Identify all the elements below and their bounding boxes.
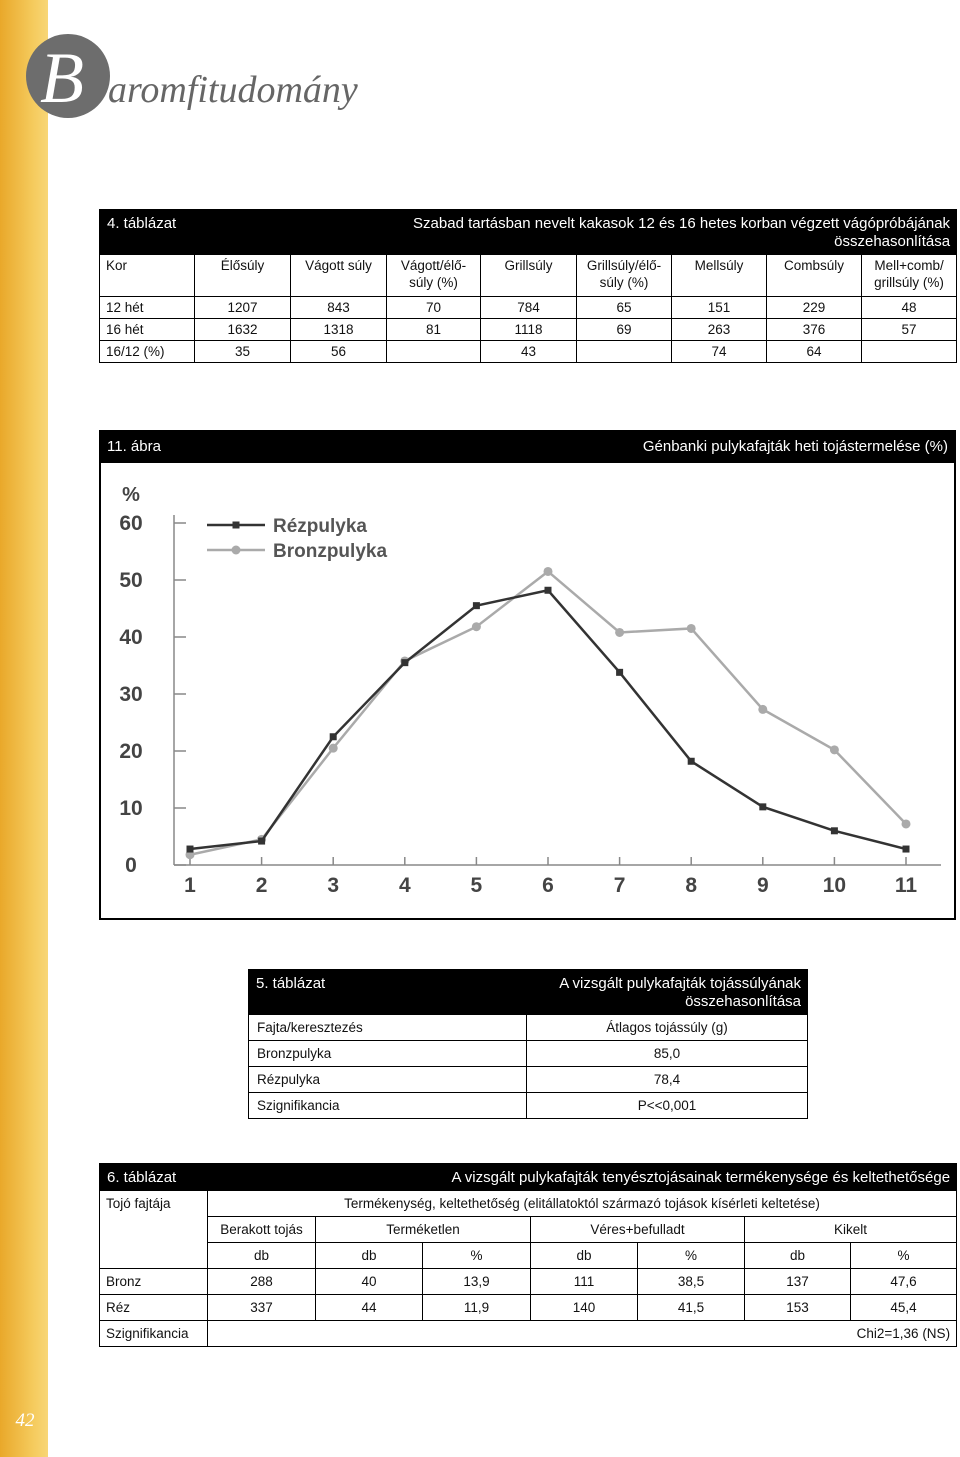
cell: Bronz [100,1269,208,1295]
table-row [100,1269,957,1295]
figure-11-header [99,430,956,461]
col-header: Vágott súly [291,255,387,297]
table-6-group-row [100,1191,957,1217]
legend-marker [233,522,240,529]
cell: 229 [767,297,862,319]
series-line-bronzpulyka [190,571,906,854]
cell: 64 [767,341,862,363]
x-tick-label: 4 [398,874,411,897]
table-row [100,297,957,319]
cell: 376 [767,319,862,341]
table-row [249,1093,808,1119]
col-header: Élősúly [195,255,291,297]
table-4-title: Szabad tartásban nevelt kakasok 12 és 16 hetes korban végzett vágópróbájának összehasonlítása [387,210,957,255]
series-line-rezpulyka [190,590,906,849]
table-4 [99,209,957,363]
col-header: Átlagos tojássúly (g) [527,1015,808,1041]
unit: db [531,1243,638,1269]
cell: 12 hét [100,297,195,319]
brand-initial: B [40,38,84,118]
cell: 85,0 [527,1041,808,1067]
subheader: Véres+befulladt [531,1217,745,1243]
cell: 48 [862,297,957,319]
col-header: Vágott/élő-súly (%) [387,255,481,297]
unit: % [638,1243,745,1269]
col-header: Mell+comb/ grillsúly (%) [862,255,957,297]
data-point [329,744,338,753]
data-point [903,846,910,853]
cell: Réz [100,1295,208,1321]
col-header: Grillsúly [481,255,577,297]
data-point [258,838,265,845]
x-tick-label: 11 [894,874,918,897]
cell: Rézpulyka [249,1067,527,1093]
x-tick-label: 8 [685,874,698,897]
data-point [831,827,838,834]
y-tick-label: 0 [125,854,137,877]
brand-text: aromfitudomány [108,69,358,111]
data-point [688,758,695,765]
cell: 111 [531,1269,638,1295]
cell: 1318 [291,319,387,341]
cell: 56 [291,341,387,363]
x-tick-label: 6 [542,874,554,897]
cell: 65 [577,297,672,319]
table-6-subheader-row [100,1217,957,1243]
cell: 13,9 [423,1269,531,1295]
data-point [473,602,480,609]
subheader: Kikelt [745,1217,957,1243]
cell [577,341,672,363]
data-point [830,745,839,754]
y-axis-label: % [122,484,140,506]
table-row [100,1321,957,1347]
cell: Szignifikancia [249,1093,527,1119]
x-tick-label: 1 [184,874,196,897]
cell: 78,4 [527,1067,808,1093]
x-tick-label: 9 [756,874,769,897]
cell: 1632 [195,319,291,341]
figure-11-title: Génbanki pulykafajták heti tojástermelése (%) [642,438,948,455]
col-header: Combsúly [767,255,862,297]
legend-label: Bronzpulyka [273,541,388,562]
cell: 1118 [481,319,577,341]
data-point [759,803,766,810]
cell: 70 [387,297,481,319]
cell: 45,4 [851,1295,957,1321]
data-point [401,659,408,666]
cell: P<<0,001 [527,1093,808,1119]
table-4-label: 4. táblázat [100,210,387,255]
cell: 40 [316,1269,423,1295]
data-point [616,669,623,676]
cell: 35 [195,341,291,363]
table-row [100,319,957,341]
cell: 137 [745,1269,851,1295]
data-point [902,819,911,828]
y-tick-label: 50 [119,569,143,592]
unit: % [851,1243,957,1269]
sidebar-stripe [0,0,48,1457]
cell: 41,5 [638,1295,745,1321]
cell: 44 [316,1295,423,1321]
y-tick-label: 20 [119,740,143,763]
data-point [758,705,767,714]
data-point [687,624,696,633]
table-6-label: 6. táblázat [100,1164,423,1191]
cell: 843 [291,297,387,319]
cell: 11,9 [423,1295,531,1321]
table-5-label: 5. táblázat [249,970,527,1015]
table-row [100,1295,957,1321]
cell: 151 [672,297,767,319]
unit: db [316,1243,423,1269]
col-header: Fajta/keresztezés [249,1015,527,1041]
x-tick-label: 7 [613,874,626,897]
table-5-header-row [249,1015,808,1041]
cell: Chi2=1,36 (NS) [208,1321,957,1347]
cell: 140 [531,1295,638,1321]
x-tick-label: 2 [255,874,268,897]
cell: 43 [481,341,577,363]
x-tick-label: 10 [822,874,847,897]
table-6-title: A vizsgált pulykafajták tenyésztojásainak termékenysége és keltethetősége [423,1164,957,1191]
subheader: Berakott tojás [208,1217,316,1243]
y-tick-label: 30 [119,683,143,706]
col-header: Kor [100,255,195,297]
cell [387,341,481,363]
cell: 69 [577,319,672,341]
cell: Bronzpulyka [249,1041,527,1067]
cell: 81 [387,319,481,341]
cell: 153 [745,1295,851,1321]
data-point [330,733,337,740]
data-point [544,567,553,576]
unit: % [423,1243,531,1269]
cell: 74 [672,341,767,363]
data-point [545,587,552,594]
unit: db [745,1243,851,1269]
figure-11-chart-box [99,461,956,920]
table-row [249,1041,808,1067]
legend-label: Rézpulyka [273,516,367,537]
col-header: Grillsúly/élő-súly (%) [577,255,672,297]
cell: 16/12 (%) [100,341,195,363]
group-header: Termékenység, keltethetőség (elitállatoktól származó tojások kísérleti keltetése) [208,1191,957,1217]
cell: 57 [862,319,957,341]
y-tick-label: 60 [119,512,143,535]
cell: 263 [672,319,767,341]
col-header-tojo: Tojó fajtája [100,1191,208,1269]
cell: 16 hét [100,319,195,341]
legend-marker [232,546,241,555]
subheader: Terméketlen [316,1217,531,1243]
figure-11-label: 11. ábra [107,438,161,455]
cell: Szignifikancia [100,1321,208,1347]
col-header: Mellsúly [672,255,767,297]
cell: 288 [208,1269,316,1295]
table-5-title: A vizsgált pulykafajták tojássúlyának összehasonlítása [527,970,808,1015]
cell: 784 [481,297,577,319]
y-tick-label: 10 [119,797,143,820]
data-point [615,628,624,637]
unit: db [208,1243,316,1269]
table-4-header-row [100,255,957,297]
cell: 1207 [195,297,291,319]
table-6-units-row [100,1243,957,1269]
data-point [187,846,194,853]
x-tick-label: 3 [327,874,340,897]
table-6 [99,1163,957,1347]
table-5 [248,969,808,1119]
data-point [472,622,481,631]
cell: 337 [208,1295,316,1321]
cell [862,341,957,363]
x-tick-label: 5 [470,874,483,897]
y-tick-label: 40 [119,626,143,649]
table-row [100,341,957,363]
page-number: 42 [15,1410,35,1431]
cell: 47,6 [851,1269,957,1295]
table-row [249,1067,808,1093]
cell: 38,5 [638,1269,745,1295]
line-chart [101,463,954,918]
